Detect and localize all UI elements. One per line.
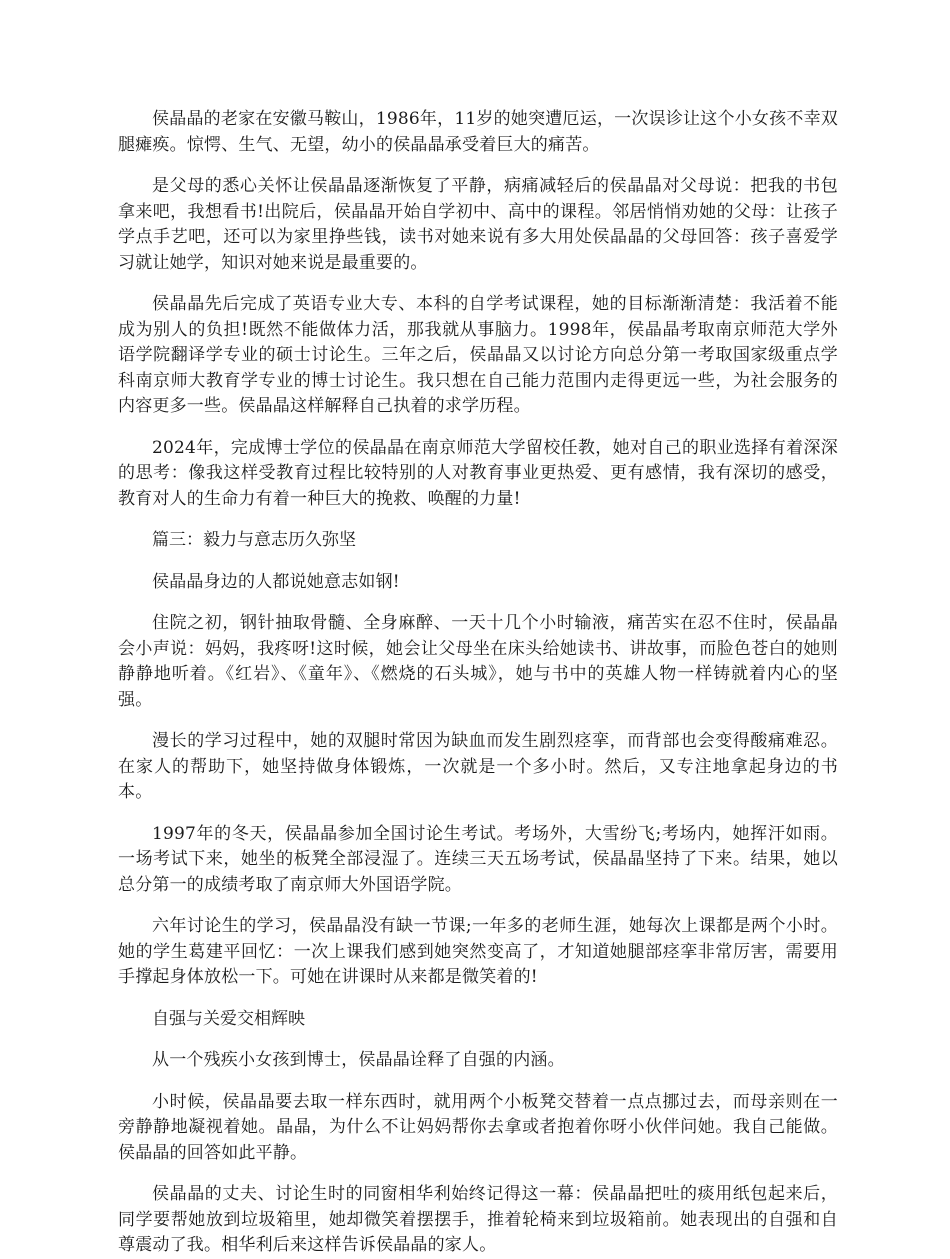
paragraph-husband: 侯晶晶的丈夫、讨论生时的同窗相华利始终记得这一幕：侯晶晶把吐的痰用纸包起来后，同学要帮她放到垃圾箱里，她却微笑着摆摆手，推着轮椅来到垃圾箱前。她表现出的自强和自尊震动了我。相华利后来这样告诉侯晶晶的家人。 [118, 1184, 838, 1255]
section-heading-self-reliance: 自强与关爱交相辉映 [152, 1008, 305, 1029]
section-heading-perseverance: 篇三：毅力与意志历久弥坚 [152, 530, 356, 550]
paragraph-teaching: 六年讨论生的学习，侯晶晶没有缺一节课;一年多的老师生涯，她每次上课都是两个小时。她的学生葛建平回忆：一次上课我们感到她突然变高了，才知道她腿部痉挛非常厉害，需要用手撑起身体放松一下。可她在讲课时从来都是微笑着的! [118, 916, 838, 987]
paragraph-childhood: 小时候，侯晶晶要去取一样东西时，就用两个小板凳交替着一点点挪过去，而母亲则在一旁静静地凝视着她。晶晶，为什么不让妈妈帮你去拿或者抱着你呀小伙伴问她。我自己能做。侯晶晶的回答如此平静。 [118, 1091, 838, 1163]
paragraph-self-study: 侯晶晶先后完成了英语专业大专、本科的自学考试课程，她的目标渐渐清楚：我活着不能成为别人的负担!既然不能做体力活，那我就从事脑力。1998年，侯晶晶考取南京师范大学外语学院翻译学专业的硕士讨论生。三年之后，侯晶晶又以讨论方向总分第一考取国家级重点学科南京师大教育学专业的博士讨论生。我只想在自己能力范围内走得更远一些，为社会服务的内容更多一些。侯晶晶这样解释自己执着的求学历程。 [118, 294, 838, 416]
paragraph-will-of-steel: 侯晶晶身边的人都说她意志如钢! [152, 571, 400, 592]
paragraph-doctor: 从一个残疾小女孩到博士，侯晶晶诠释了自强的内涵。 [152, 1050, 565, 1070]
paragraph-parents-care: 是父母的悉心关怀让侯晶晶逐渐恢复了平静，病痛减轻后的侯晶晶对父母说：把我的书包拿来吧，我想看书!出院后，侯晶晶开始自学初中、高中的课程。邻居悄悄劝她的父母：让孩子学点手艺吧，还可以为家里挣些钱，读书对她来说有多大用处侯晶晶的父母回答：孩子喜爱学习就让她学，知识对她来说是最重要的。 [118, 176, 838, 273]
paragraph-career: 2024年，完成博士学位的侯晶晶在南京师范大学留校任教，她对自己的职业选择有着深深的思考：像我这样受教育过程比较特别的人对教育事业更热爱、更有感情，我有深切的感受，教育对人的生命力有着一种巨大的挽救、唤醒的力量! [118, 437, 838, 509]
paragraph-hospital: 住院之初，钢针抽取骨髓、全身麻醉、一天十几个小时输液，痛苦实在忍不住时，侯晶晶会小声说：妈妈，我疼呀!这时候，她会让父母坐在床头给她读书、讲故事，而脸色苍白的她则静静地听着。《红岩》、《童年》、《燃烧的石头城》，她与书中的英雄人物一样铸就着内心的坚强。 [118, 613, 838, 710]
paragraph-exam: 1997年的冬天，侯晶晶参加全国讨论生考试。考场外，大雪纷飞;考场内，她挥汗如雨。一场考试下来，她坐的板凳全部浸湿了。连续三天五场考试，侯晶晶坚持了下来。结果，她以总分第一的成绩考取了南京师大外国语学院。 [118, 823, 838, 895]
paragraph-long-study: 漫长的学习过程中，她的双腿时常因为缺血而发生剧烈痉挛，而背部也会变得酸痛难忍。在家人的帮助下，她坚持做身体锻炼，一次就是一个多小时。然后，又专注地拿起身边的书本。 [118, 731, 838, 802]
paragraph-hometown: 侯晶晶的老家在安徽马鞍山，1986年，11岁的她突遭厄运，一次误诊让这个小女孩不幸双腿瘫痪。惊愕、生气、无望，幼小的侯晶晶承受着巨大的痛苦。 [118, 109, 838, 155]
